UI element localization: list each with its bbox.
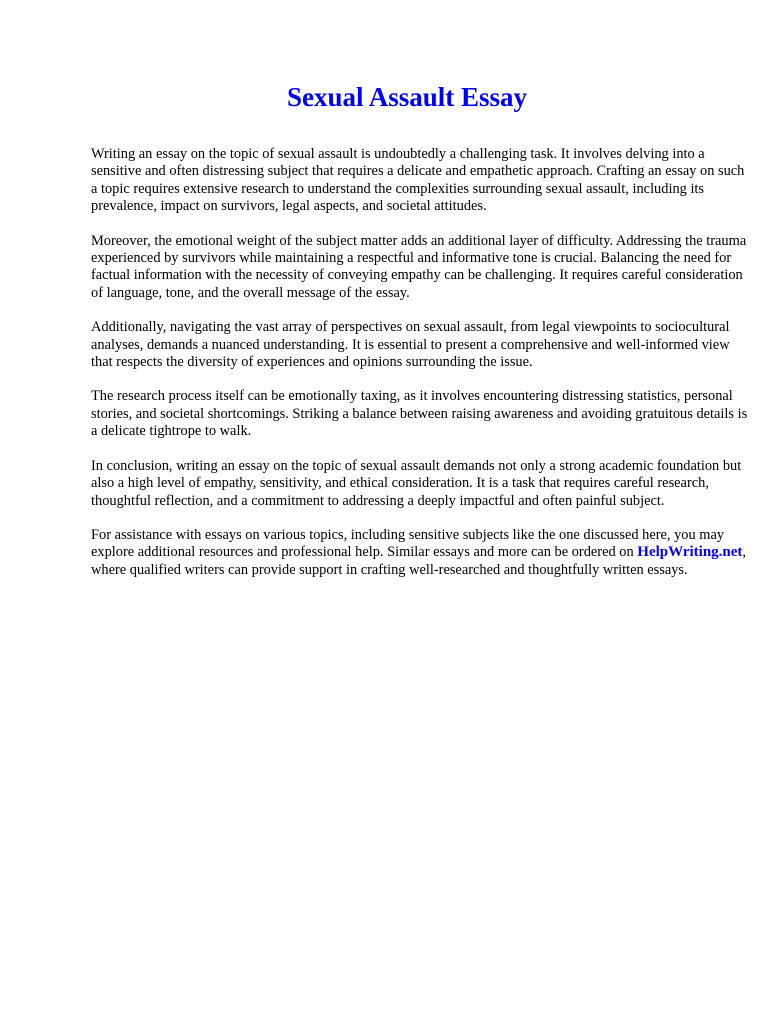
document-body	[91, 146, 751, 596]
paragraph-4: The research process itself can be emotionally taxing, as it involves encountering distressing statistics, personal stories, and societal shortcomings. Striking a balance between raising awareness and avoiding gratuitous details is a delicate tightrope to walk.	[91, 388, 748, 440]
paragraph-1: Writing an essay on the topic of sexual assault is undoubtedly a challenging task. It involves delving into a sensitive and often distressing subject that requires a delicate and empathetic approach. Crafting an essay on such a topic requires extensive research to understand the complexities surrounding sexual assault, including its prevalence, impact on survivors, legal aspects, and societal attitudes.	[91, 146, 745, 215]
paragraph-6-text-after-link: , where qualified writers can provide support in crafting well-researched and thoughtfully written essays.	[91, 544, 747, 578]
document-title: Sexual Assault Essay	[286, 82, 528, 112]
paragraph-2: Moreover, the emotional weight of the subject matter adds an additional layer of difficulty. Addressing the trauma experienced by survivors while maintaining a respectful and informative tone is crucial. Balancing the need for factual information with the necessity of conveying empathy can be challenging. It requires careful consideration of language, tone, and the overall message of the essay.	[91, 232, 747, 301]
paragraph-6-text-before-link: For assistance with essays on various topics, including sensitive subjects like the one discussed here, you may explore additional resources and professional help. Similar essays and more can be ordered on	[91, 526, 725, 561]
paragraph-3: Additionally, navigating the vast array of perspectives on sexual assault, from legal viewpoints to sociocultural analyses, demands a nuanced understanding. It is essential to present a comprehensive and well-informed view that respects the diversity of experiences and opinions surrounding the issue.	[91, 319, 730, 371]
paragraph-5: In conclusion, writing an essay on the topic of sexual assault demands not only a strong academic foundation but also a high level of empathy, sensitivity, and ethical consideration. It is a task that requires careful research, thoughtful reflection, and a commitment to addressing a deeply impactful and often painful subject.	[91, 457, 742, 509]
helpwriting-link[interactable]: HelpWriting.net	[637, 544, 743, 561]
paragraph-6	[91, 527, 751, 579]
